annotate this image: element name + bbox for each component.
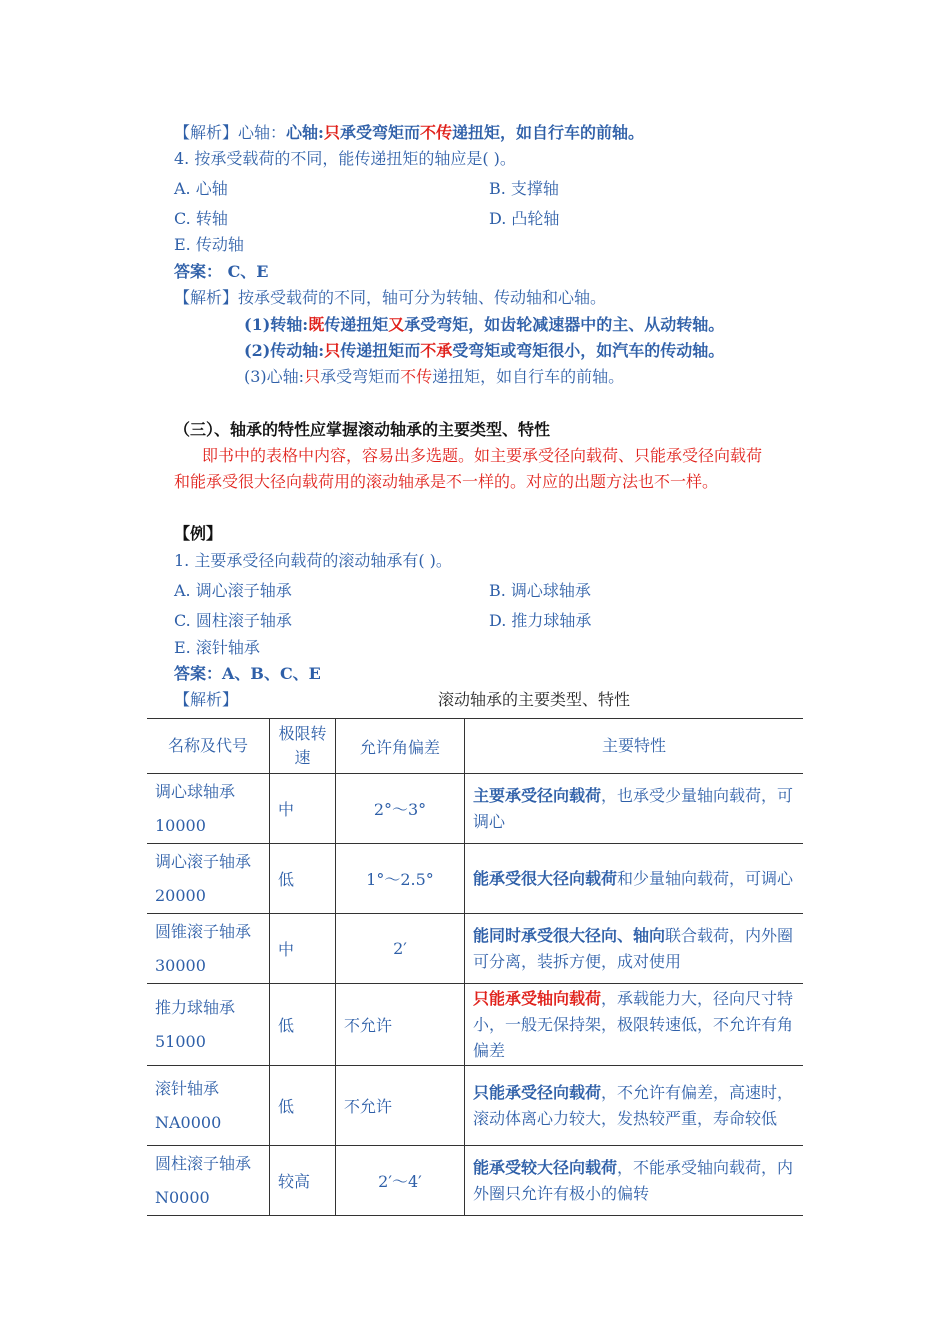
intro-term: 心轴:: [286, 123, 324, 142]
q4-line-1: [244, 314, 724, 336]
q4-line-3-kw1: 只: [304, 367, 321, 386]
bearing-code: 30000: [155, 955, 206, 975]
bearing-name: 圆锥滚子轴承: [155, 921, 252, 941]
bearing-code: N0000: [155, 1187, 210, 1207]
q4-option-a: A. 心轴: [174, 179, 228, 198]
bearing-name-cell: [147, 984, 270, 1066]
features-cell: [465, 844, 804, 914]
angle-cell: 2°～3°: [336, 774, 465, 844]
example-label: 【例】: [174, 524, 223, 543]
bearing-code: 51000: [155, 1031, 206, 1051]
features-cell: [465, 1146, 804, 1216]
q4-line-2-term: (2)传动轴:: [244, 341, 325, 360]
angle-cell: 不允许: [336, 1066, 465, 1146]
bearing-name-cell: [147, 1066, 270, 1146]
feature-rest: ，不能承受轴向载荷，内外圈只允许有极小的偏转: [473, 1157, 794, 1203]
bearing-name: 调心滚子轴承: [155, 851, 252, 871]
intro-text: 承受弯矩而: [339, 123, 420, 142]
q4-option-c: C. 转轴: [174, 209, 228, 228]
feature-rest: ，承载能力大，径向尺寸特小，一般无保持架，极限转速低，不允许有角偏差: [473, 988, 794, 1060]
intro-analysis-line: [174, 122, 644, 144]
example-option-c: C. 圆柱滚子轴承: [174, 611, 292, 630]
bearing-name-cell: [147, 844, 270, 914]
bearing-name-cell: [147, 774, 270, 844]
q4-option-d: D. 凸轮轴: [489, 209, 560, 228]
feature-rest: ，不允许有偏差，高速时，滚动体离心力较大，发热较严重，寿命较低: [473, 1082, 794, 1128]
example-analysis: 【解析】: [174, 690, 239, 709]
q4-stem: 4. 按承受载荷的不同，能传递扭矩的轴应是( )。: [174, 149, 516, 168]
q4-answer: 答案： C、E: [174, 262, 269, 281]
example-answer: 答案：A、B、C、E: [174, 664, 321, 683]
angle-cell: 2′: [336, 914, 465, 984]
q4-option-b: B. 支撑轴: [489, 179, 559, 198]
bearing-name: 圆柱滚子轴承: [155, 1153, 252, 1173]
feature-key: 能同时承受很大径向、轴向: [473, 925, 666, 945]
table-row: [147, 1066, 803, 1146]
feature-key: 主要承受径向载荷: [473, 785, 602, 805]
q4-line-2-kw2: 不承: [420, 341, 453, 360]
bearing-types-table: [147, 718, 803, 1216]
features-cell: [465, 1066, 804, 1146]
example-q1-stem: 1. 主要承受径向载荷的滚动轴承有( )。: [174, 551, 452, 570]
header-angle: 允许角偏差: [336, 719, 465, 774]
angle-cell: 不允许: [336, 984, 465, 1066]
q4-option-e: E. 传动轴: [174, 235, 244, 254]
q4-line-1-text1: 传递扭矩: [324, 315, 389, 334]
feature-rest: 和少量轴向载荷，可调心: [617, 868, 794, 888]
table-row: [147, 914, 803, 984]
table-row: [147, 774, 803, 844]
feature-key: 只能承受轴向载荷: [473, 988, 602, 1008]
header-name: 名称及代号: [147, 719, 270, 774]
q4-line-1-term: (1)转轴:: [244, 315, 309, 334]
intro-bracket: 【解析】心轴：: [174, 123, 287, 142]
example-option-d: D. 推力球轴承: [489, 611, 592, 630]
q4-line-3-kw2: 不传: [400, 367, 433, 386]
bearing-code: NA0000: [155, 1112, 222, 1132]
bearing-code: 20000: [155, 885, 206, 905]
q4-line-1-kw1: 既: [308, 315, 325, 334]
example-option-b: B. 调心球轴承: [489, 581, 591, 600]
header-features: 主要特性: [465, 719, 804, 774]
feature-rest: ，也承受少量轴向载荷，可调心: [473, 785, 794, 831]
intro-keyword-only: 只: [323, 123, 340, 142]
q4-line-3-text2: 递扭矩，如自行车的前轴。: [432, 367, 625, 386]
section-3-note: 即书中的表格中内容，容易出多选题。如主要承受径向载荷、只能承受径向载荷和能承受很大径向载荷用的滚动轴承是不一样的。对应的出题方法也不一样。: [174, 446, 763, 491]
bearing-name: 滚针轴承: [155, 1078, 220, 1098]
q4-analysis: 【解析】按承受载荷的不同，轴可分为转轴、传动轴和心轴。: [174, 288, 607, 307]
bearing-name: 推力球轴承: [155, 997, 236, 1017]
speed-cell: 中: [270, 774, 336, 844]
intro-text-end: 递扭矩，如自行车的前轴。: [451, 123, 644, 142]
table-row: [147, 984, 803, 1066]
angle-cell: 2′～4′: [336, 1146, 465, 1216]
table-header-row: [147, 719, 803, 774]
q4-line-3-text1: 承受弯矩而: [320, 367, 401, 386]
q4-line-1-kw2: 又: [388, 315, 405, 334]
feature-key: 能承受较大径向载荷: [473, 1157, 618, 1177]
table-caption: 滚动轴承的主要类型、特性: [438, 690, 631, 709]
angle-cell: 1°～2.5°: [336, 844, 465, 914]
bearing-name-cell: [147, 914, 270, 984]
example-option-e: E. 滚针轴承: [174, 638, 260, 657]
example-option-a: A. 调心滚子轴承: [174, 581, 292, 600]
q4-line-2-text1: 传递扭矩而: [340, 341, 421, 360]
speed-cell: 中: [270, 914, 336, 984]
feature-key: 能承受很大径向载荷: [473, 868, 618, 888]
speed-cell: 低: [270, 984, 336, 1066]
intro-keyword-not: 不传: [419, 123, 452, 142]
bearing-code: 10000: [155, 815, 206, 835]
speed-cell: 低: [270, 1066, 336, 1146]
bearing-name-cell: [147, 1146, 270, 1216]
q4-line-2-kw1: 只: [324, 341, 341, 360]
features-cell: [465, 914, 804, 984]
table-row: [147, 1146, 803, 1216]
feature-rest: 联合载荷，内外圈可分离，装拆方便，成对使用: [473, 925, 794, 971]
q4-line-3: [244, 366, 624, 388]
q4-line-2: [244, 340, 724, 362]
features-cell: [465, 984, 804, 1066]
q4-line-3-term: (3)心轴:: [244, 367, 305, 386]
bearing-name: 调心球轴承: [155, 781, 236, 801]
table-row: [147, 844, 803, 914]
speed-cell: 低: [270, 844, 336, 914]
q4-line-2-text2: 受弯矩或弯矩很小，如汽车的传动轴。: [452, 341, 725, 360]
header-speed: 极限转速: [270, 719, 336, 774]
q4-line-1-text2: 承受弯矩，如齿轮减速器中的主、从动转轴。: [404, 315, 725, 334]
features-cell: [465, 774, 804, 844]
feature-key: 只能承受径向载荷: [473, 1082, 602, 1102]
speed-cell: 较高: [270, 1146, 336, 1216]
section-3-heading: （三）、轴承的特性应掌握滚动轴承的主要类型、特性: [174, 420, 551, 439]
